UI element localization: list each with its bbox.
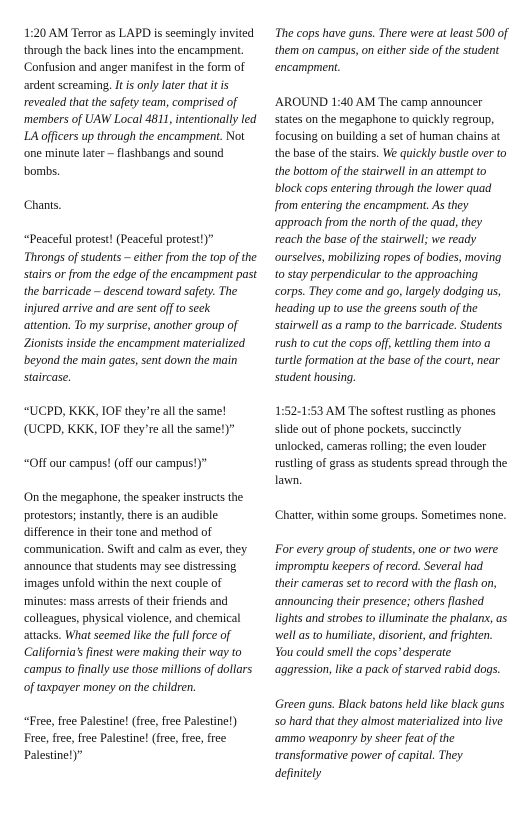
chant-text: “UCPD, KKK, IOF they’re all the same! (UCPD, KKK, IOF they’re all the same!)” [24, 404, 235, 436]
paragraph-italic-text: Throngs of students – either from the top of the stairs or from the edge of the encampment past the barricade – descend toward safety. The injured arrive and are sent off to seek attention. To my surprise, another group of Zionists inside the encampment materialized beyond the main gates, sent down the main staircase. [24, 249, 257, 385]
paragraph-megaphone [24, 489, 257, 695]
paragraph-peaceful-protest [24, 231, 257, 386]
paragraph-green-guns [275, 696, 508, 782]
paragraph-1-20am [24, 25, 257, 180]
chant-text: “Peaceful protest! (Peaceful protest!)” [24, 232, 214, 247]
paragraph-keepers-of-record [275, 541, 508, 679]
paragraph-italic-text: The cops have guns. There were at least 500 of them on campus, on either side of the student encampment. [275, 26, 508, 75]
paragraph-text: 1:52-1:53 AM The softest rustling as phones slide out of phone pockets, succinctly unlocked, cameras rolling; the even louder rustling of grass as students spread through the lawn. [275, 404, 508, 488]
paragraph-text: Chants. [24, 198, 62, 213]
paragraph-italic-text: Green guns. Black batons held like black guns so hard that they almost materialized into live ammo weaponry by sheer feat of the transformative power of capital. They definitely [275, 696, 505, 780]
paragraph-text: Chatter, within some groups. Sometimes none. [275, 507, 507, 522]
paragraph-text: 1:20 AM Terror as LAPD is seemingly invited through the back lines into the encampment. Confusion and anger manifest in the form of ardent screaming. [24, 26, 254, 92]
paragraph-cops-have-guns [275, 25, 508, 77]
paragraph-italic-text: For every group of students, one or two were impromptu keepers of record. Several had their cameras set to record with the flash on, announcing their presence; others flashed lights and strobes to illuminate the phalanx, as well as to humiliate, disorient, and frighten. You could smell the cops’ desperate aggression, like a pack of starved rabid dogs. [275, 542, 508, 677]
left-column [24, 25, 257, 816]
paragraph-chants [24, 197, 257, 214]
chant-text: “Off our campus! (off our campus!)” [24, 456, 207, 471]
paragraph-text: On the megaphone, the speaker instructs the protestors; instantly, there is an audible difference in their tone and method of communication. Swift and calm as ever, they announce that students may see distressing images unfold within the next couple of minutes: mass arrests of their friends and colleagues, physical violence, and chemical attacks. [24, 490, 248, 643]
paragraph-chatter [275, 507, 508, 524]
paragraph-text: AROUND 1:40 AM The camp announcer states on the megaphone to quickly regroup, focusing on building a set of human chains at the base of the stairs. [275, 94, 501, 161]
chant-text: “Free, free Palestine! (free, free Palestine!) Free, free, free Palestine! (free, free, free Palestine!)” [24, 714, 237, 763]
paragraph-text: Not one minute later – flashbangs and sound bombs. [24, 129, 245, 178]
paragraph-1-40am [275, 94, 508, 386]
paragraph-italic-text: We quickly bustle over to the bottom of the stairwell in an attempt to block cops entering through the lower quad from entering the encampment. As they approach from the north of the quad, they reach the base of the stairwell; we ready ourselves, mobilizing ropes of bodies, moving to stay perpendicular to the approaching corps. They come and go, largely dodging us, heading up to use the greens south of the stairwell as a ramp to the barricade. Students rush to cut the cops off, kettling them into a turtle formation at the base of the court, near student housing. [275, 146, 507, 385]
paragraph-1-52am [275, 403, 508, 489]
paragraph-italic-text: What seemed like the full force of California’s finest were making their way to campus to finally use those millions of dollars of taxpayer money on the children. [24, 628, 253, 694]
right-column [275, 25, 508, 816]
paragraph-italic-text: It is only later that it is revealed that the safety team, comprised of members of UAW Local 4811, intentionally led LA officers up through the encampment. [24, 77, 257, 144]
paragraph-free-palestine-chant [24, 713, 257, 765]
paragraph-off-our-campus-chant [24, 455, 257, 472]
paragraph-ucpd-chant [24, 403, 257, 437]
